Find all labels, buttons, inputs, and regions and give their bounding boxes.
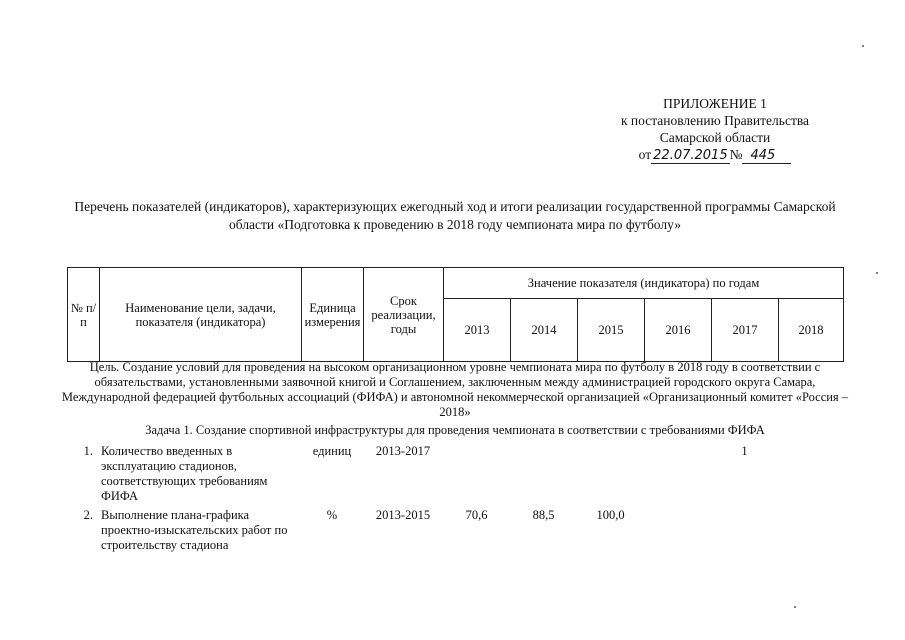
table-row xyxy=(67,442,843,506)
header-name: Наименование цели, задачи, показателя (индикатора) xyxy=(100,268,302,362)
row-value-2018 xyxy=(778,506,843,555)
row-value-2014 xyxy=(510,442,577,506)
appendix-block xyxy=(590,95,840,164)
handwritten-date: 22.07.2015 xyxy=(653,148,728,163)
row-unit: % xyxy=(326,508,338,522)
header-year: 2017 xyxy=(712,299,779,362)
scan-speck xyxy=(876,272,878,274)
scan-speck xyxy=(794,606,796,608)
row-value-2016 xyxy=(644,442,711,506)
row-value-2015 xyxy=(577,442,644,506)
row-value-2017: 1 xyxy=(741,444,748,458)
header-number: № п/п xyxy=(68,268,100,362)
row-number: 2. xyxy=(83,508,93,522)
row-name: Количество введенных в эксплуатацию стадионов, соответствующих требованиям ФИФА xyxy=(101,444,268,503)
header-period: Срок реализации, годы xyxy=(364,268,444,362)
indicators-table-header xyxy=(67,267,844,362)
row-value-2013: 70,6 xyxy=(465,508,488,522)
row-unit: единиц xyxy=(312,444,352,458)
number-prefix: № xyxy=(729,147,743,162)
goal-text: Цель. Создание условий для проведения на высоком организационном уровне чемпионата мира по футболу в 2018 году в соответствии с обязательствами, установленными заявочной книгой и Соглашением, заключенным между администрацией городского округа Самара, Международной федерацией футбольных ассоциаций (ФИФА) и автономной некоммерческой организацией «Организационный комитет «Россия – 2018» xyxy=(61,360,849,419)
document-title: Перечень показателей (индикаторов), характеризующих ежегодный ход и итоги реализации государственной программы Самарской области «Подготовка к проведению в 2018 году чемпионата мира по футболу» xyxy=(74,199,836,232)
appendix-line-region: Самарской области xyxy=(659,130,771,145)
row-value-2016 xyxy=(644,506,711,555)
header-year: 2018 xyxy=(779,299,844,362)
header-year: 2015 xyxy=(578,299,645,362)
row-value-2018 xyxy=(778,442,843,506)
row-value-2015: 100,0 xyxy=(596,508,625,522)
appendix-title: ПРИЛОЖЕНИЕ 1 xyxy=(663,96,767,111)
header-year: 2013 xyxy=(444,299,511,362)
row-period: 2013-2017 xyxy=(375,444,431,458)
table-row xyxy=(67,506,843,555)
header-year: 2014 xyxy=(511,299,578,362)
appendix-line-resolution: к постановлению Правительства xyxy=(620,113,810,128)
row-name: Выполнение плана-графика проектно-изыскательских работ по строительству стадиона xyxy=(101,508,288,552)
row-value-2013 xyxy=(443,442,510,506)
row-period: 2013-2015 xyxy=(375,508,431,522)
row-value-2014: 88,5 xyxy=(532,508,555,522)
row-value-2017 xyxy=(711,506,778,555)
date-prefix: от xyxy=(638,147,652,162)
header-values-group: Значение показателя (индикатора) по годам xyxy=(444,268,844,299)
appendix-date-line xyxy=(590,146,840,164)
header-year: 2016 xyxy=(645,299,712,362)
row-number: 1. xyxy=(83,444,93,458)
handwritten-number: 445 xyxy=(742,148,791,164)
indicators-table-body xyxy=(67,442,843,555)
scan-speck xyxy=(862,45,864,47)
task-text: Задача 1. Создание спортивной инфраструктуры для проведения чемпионата в соответствии с требованиями ФИФА xyxy=(145,423,765,437)
header-unit: Единица измерения xyxy=(302,268,364,362)
